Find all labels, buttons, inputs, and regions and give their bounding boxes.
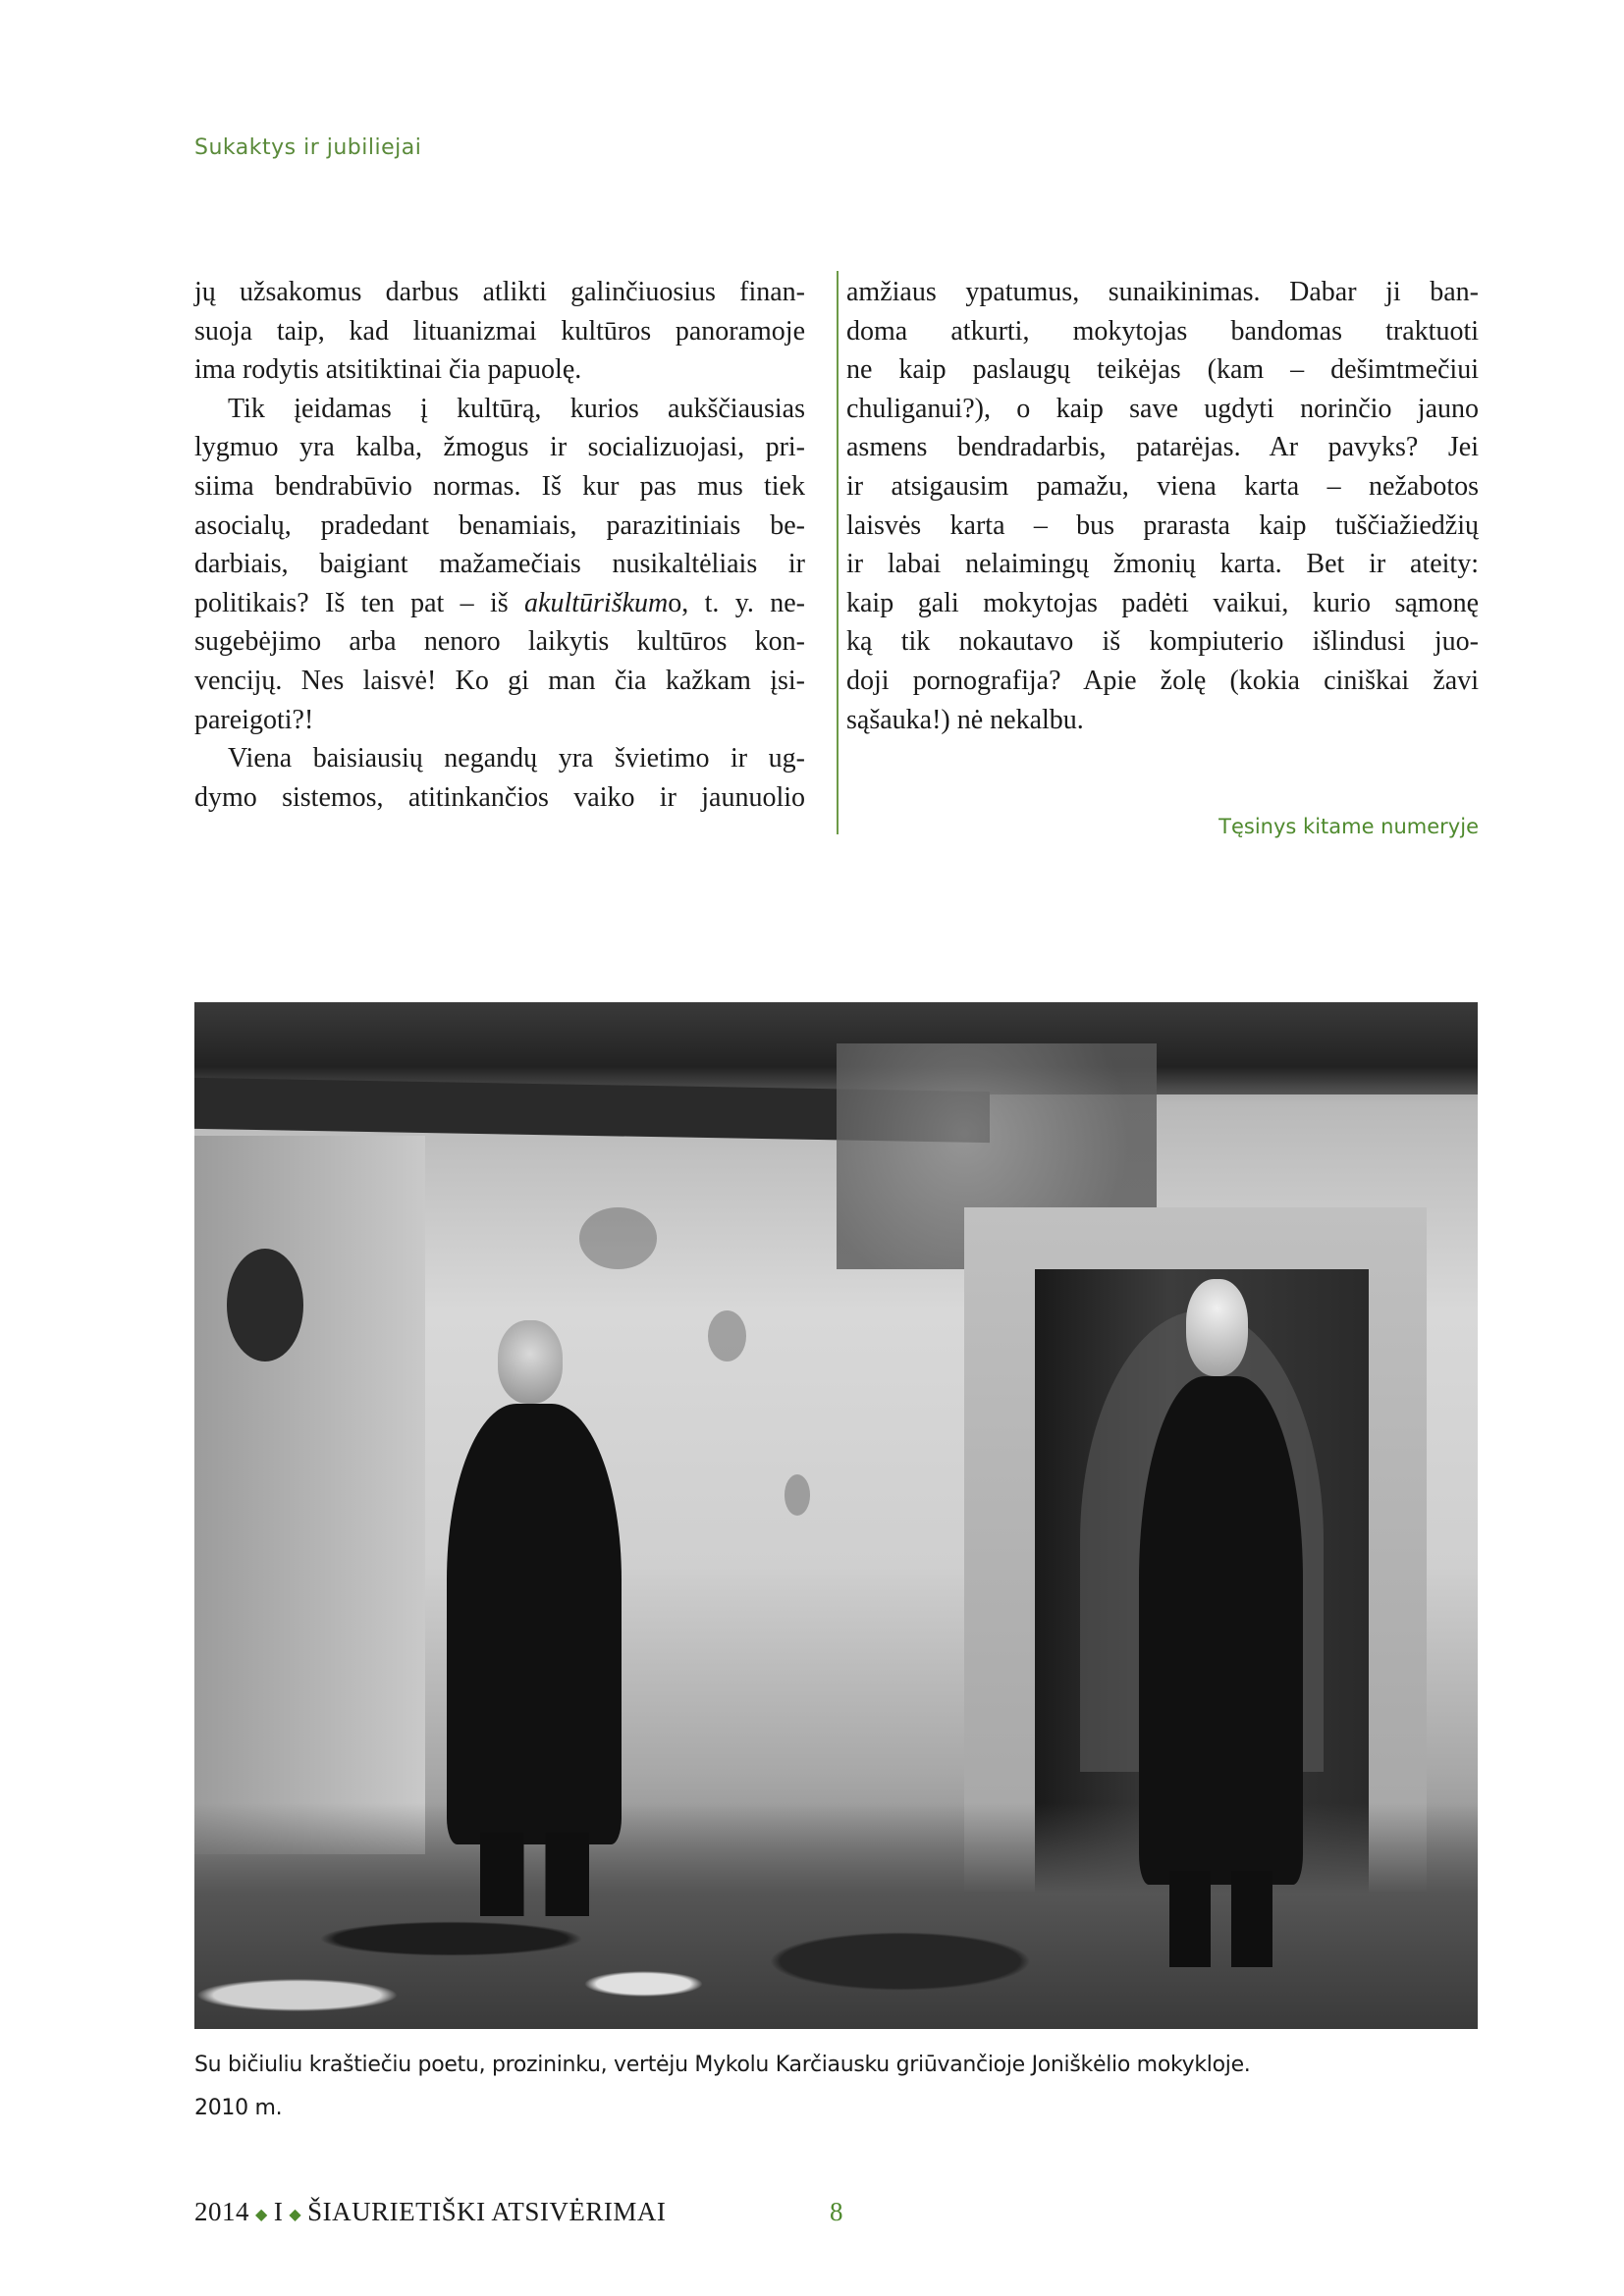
text-line: siima bendrabūvio normas. Iš kur pas mus tiek (194, 470, 805, 502)
photo-two-men-in-ruined-school (194, 1002, 1478, 2029)
diamond-separator-icon: ◆ (255, 2206, 268, 2223)
text-segment: o, t. y. ne- (668, 587, 805, 618)
person-coat (447, 1404, 622, 1844)
text-line (194, 584, 805, 623)
right-text-column (846, 273, 1479, 739)
text-line: ką tik nokautavo iš kompiuterio išlindusi juo- (846, 626, 1479, 658)
text-line: darbiais, baigiant mažamečiais nusikaltėliais ir (194, 549, 805, 580)
italic-term: akultūriškum (524, 587, 669, 618)
photo-person-right (1118, 1279, 1324, 1967)
text-line: sąšauka!) nė nekalbu. (846, 704, 1084, 735)
column-divider (837, 271, 839, 834)
person-head (1186, 1279, 1248, 1375)
photo-left-wall (194, 1136, 425, 1854)
text-line: ir atsigausim pamažu, viena karta – nežabotos (846, 470, 1479, 502)
continued-note: Tęsinys kitame numeryje (1218, 815, 1479, 838)
text-line: ir labai nelaimingų žmonių karta. Bet ir ateity: (846, 549, 1479, 580)
text-line: kaip gali mokytojas padėti vaikui, kurio sąmonę (846, 587, 1479, 618)
page-number: 8 (830, 2197, 843, 2226)
footer-issue: I (273, 2197, 284, 2226)
person-coat (1139, 1376, 1303, 1886)
text-line: doma atkurti, mokytojas bandomas traktuoti (846, 315, 1479, 347)
text-line: Viena baisiausių negandų yra švietimo ir ug- (228, 743, 805, 774)
text-line: asocialų, pradedant benamiais, parazitiniais be- (194, 509, 805, 541)
section-header: Sukaktys ir jubiliejai (194, 135, 422, 160)
text-line: pareigoti?! (194, 704, 314, 735)
photo-person-left (425, 1320, 643, 1916)
caption-line: Su bičiuliu kraštiečiu poetu, prozininku, vertėju Mykolu Karčiausku griūvančioje Joniškėlio mokykloje. (194, 2053, 1251, 2077)
text-line: suoja taip, kad lituanizmai kultūros panoramoje (194, 315, 805, 347)
footer-journal-title: ŠIAURIETIŠKI ATSIVĖRIMAI (307, 2197, 667, 2226)
text-line: jų užsakomus darbus atlikti galinčiuosius finan- (194, 277, 805, 307)
text-line: amžiaus ypatumus, sunaikinimas. Dabar ji ban- (846, 277, 1479, 307)
text-line: vencijų. Nes laisvė! Ko gi man čia kažkam įsi- (194, 665, 805, 696)
caption-line: 2010 m. (194, 2096, 283, 2120)
text-line: ne kaip paslaugų teikėjas (kam – dešimtmečiui (846, 354, 1479, 386)
text-line: sugebėjimo arba nenoro laikytis kultūros kon- (194, 626, 805, 658)
photo-stain (579, 1207, 656, 1269)
photo-stain (785, 1474, 810, 1516)
photo-wall-hole (227, 1249, 303, 1362)
photo-caption (194, 2044, 1490, 2130)
person-legs (480, 1833, 589, 1916)
left-text-column (194, 273, 805, 817)
text-segment: politikais? Iš ten pat – iš (194, 587, 525, 618)
text-line: ima rodytis atsitiktinai čia papuolę. (194, 354, 582, 386)
person-legs (1169, 1871, 1272, 1967)
person-head (498, 1320, 564, 1404)
footer-journal-info (194, 2197, 666, 2227)
text-line: laisvės karta – bus prarasta kaip tuščiažiedžių (846, 509, 1479, 541)
text-line: Tik įeidamas į kultūrą, kurios aukščiausias (228, 393, 805, 424)
photo-stain (708, 1310, 746, 1362)
text-line: chuliganui?), o kaip save ugdyti norinčio jauno (846, 393, 1479, 424)
text-line: lygmuo yra kalba, žmogus ir socializuojasi, pri- (194, 432, 805, 463)
diamond-separator-icon: ◆ (289, 2206, 302, 2223)
text-line: dymo sistemos, atitinkančios vaiko ir jaunuolio (194, 781, 805, 813)
text-line: asmens bendradarbis, patarėjas. Ar pavyks? Jei (846, 432, 1479, 463)
footer-year: 2014 (194, 2197, 249, 2226)
text-line: doji pornografija? Apie žolę (kokia ciniškai žavi (846, 665, 1479, 696)
